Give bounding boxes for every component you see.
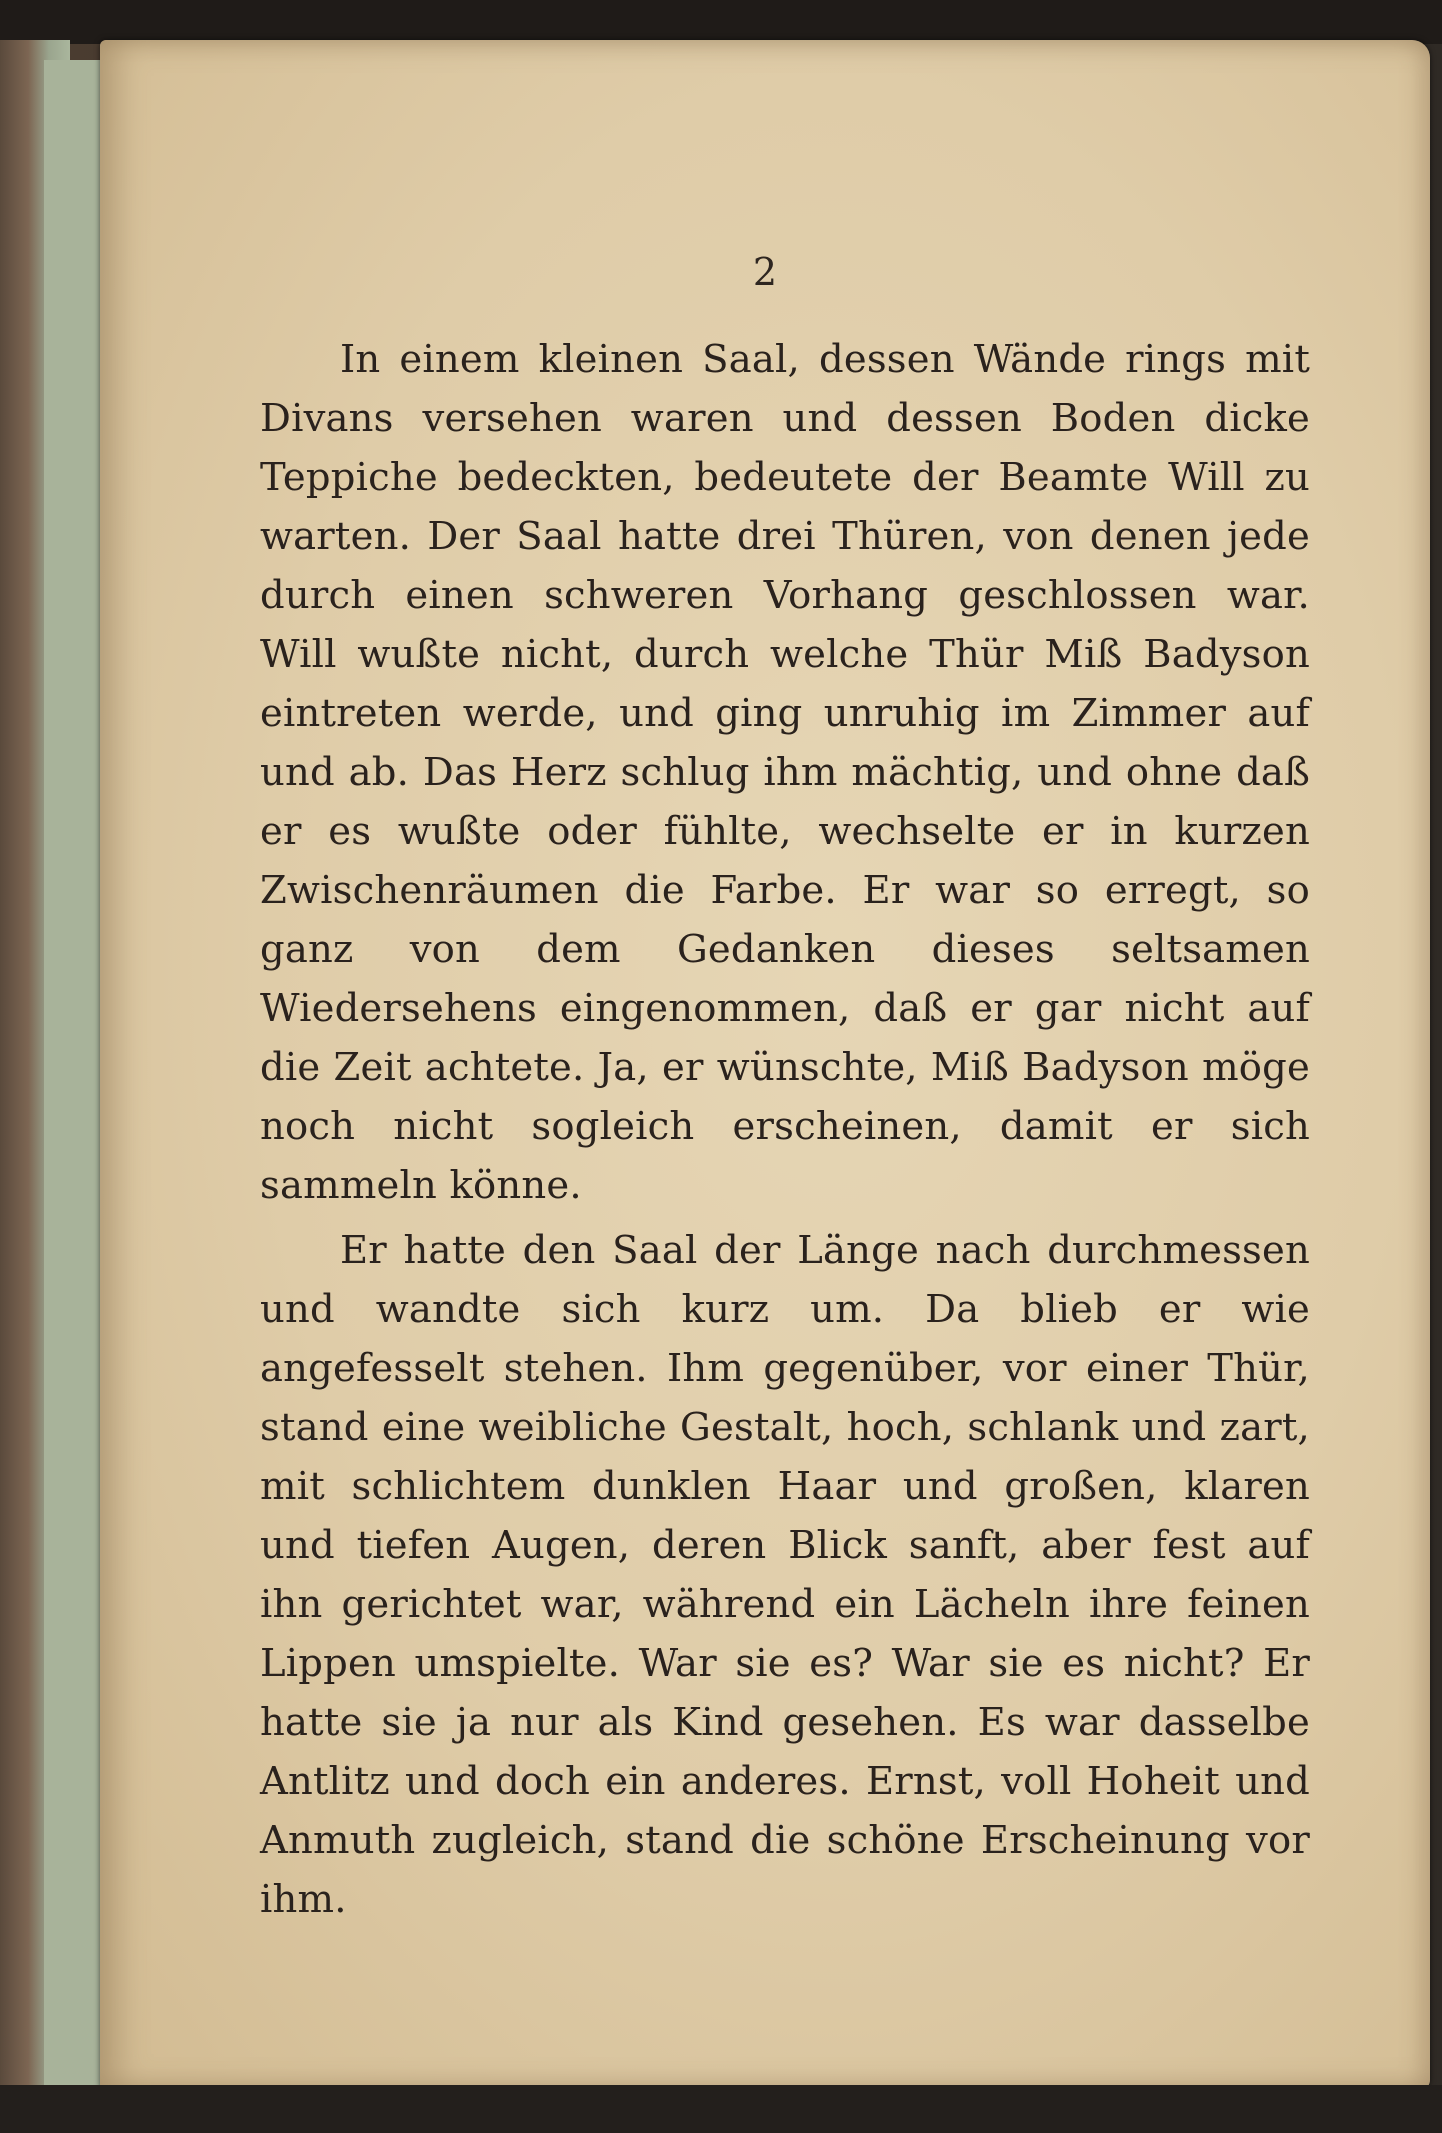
endpaper-edge (44, 60, 106, 2100)
body-text (260, 330, 1310, 1929)
paragraph-1: In einem kleinen Saal, dessen Wände rings mit Divans versehen waren und dessen Boden dicke Teppiche bedeckten, bedeutete der Beamte Will zu warten. Der Saal hatte drei Thüren, von denen jede durch einen schweren Vorhang geschlossen war. Will wußte nicht, durch welche Thür Miß Badyson eintreten werde, und ging unruhig im Zimmer auf und ab. Das Herz schlug ihm mächtig, und ohne daß er es wußte oder fühlte, wechselte er in kurzen Zwischenräumen die Farbe. Er war so erregt, so ganz von dem Gedanken dieses seltsamen Wiedersehens eingenommen, daß er gar nicht auf die Zeit achtete. Ja, er wünschte, Miß Badyson möge noch nicht sogleich erscheinen, damit er sich sammeln könne. (260, 337, 1310, 1208)
book-page (100, 40, 1430, 2090)
scan-background-bottom (0, 2085, 1442, 2133)
page-number: 2 (752, 250, 778, 294)
scan-background-top (0, 0, 1442, 44)
paragraph-2: Er hatte den Saal der Länge nach durchmessen und wandte sich kurz um. Da blieb er wie angefesselt stehen. Ihm gegenüber, vor einer Thür, stand eine weibliche Gestalt, hoch, schlank und zart, mit schlichtem dunklen Haar und großen, klaren und tiefen Augen, deren Blick sanft, aber fest auf ihn gerichtet war, während ein Lächeln ihre feinen Lippen umspielte. War sie es? War sie es nicht? Er hatte sie ja nur als Kind gesehen. Es war dasselbe Antlitz und doch ein anderes. Ernst, voll Hoheit und Anmuth zugleich, stand die schöne Erscheinung vor ihm. (260, 1228, 1310, 1922)
